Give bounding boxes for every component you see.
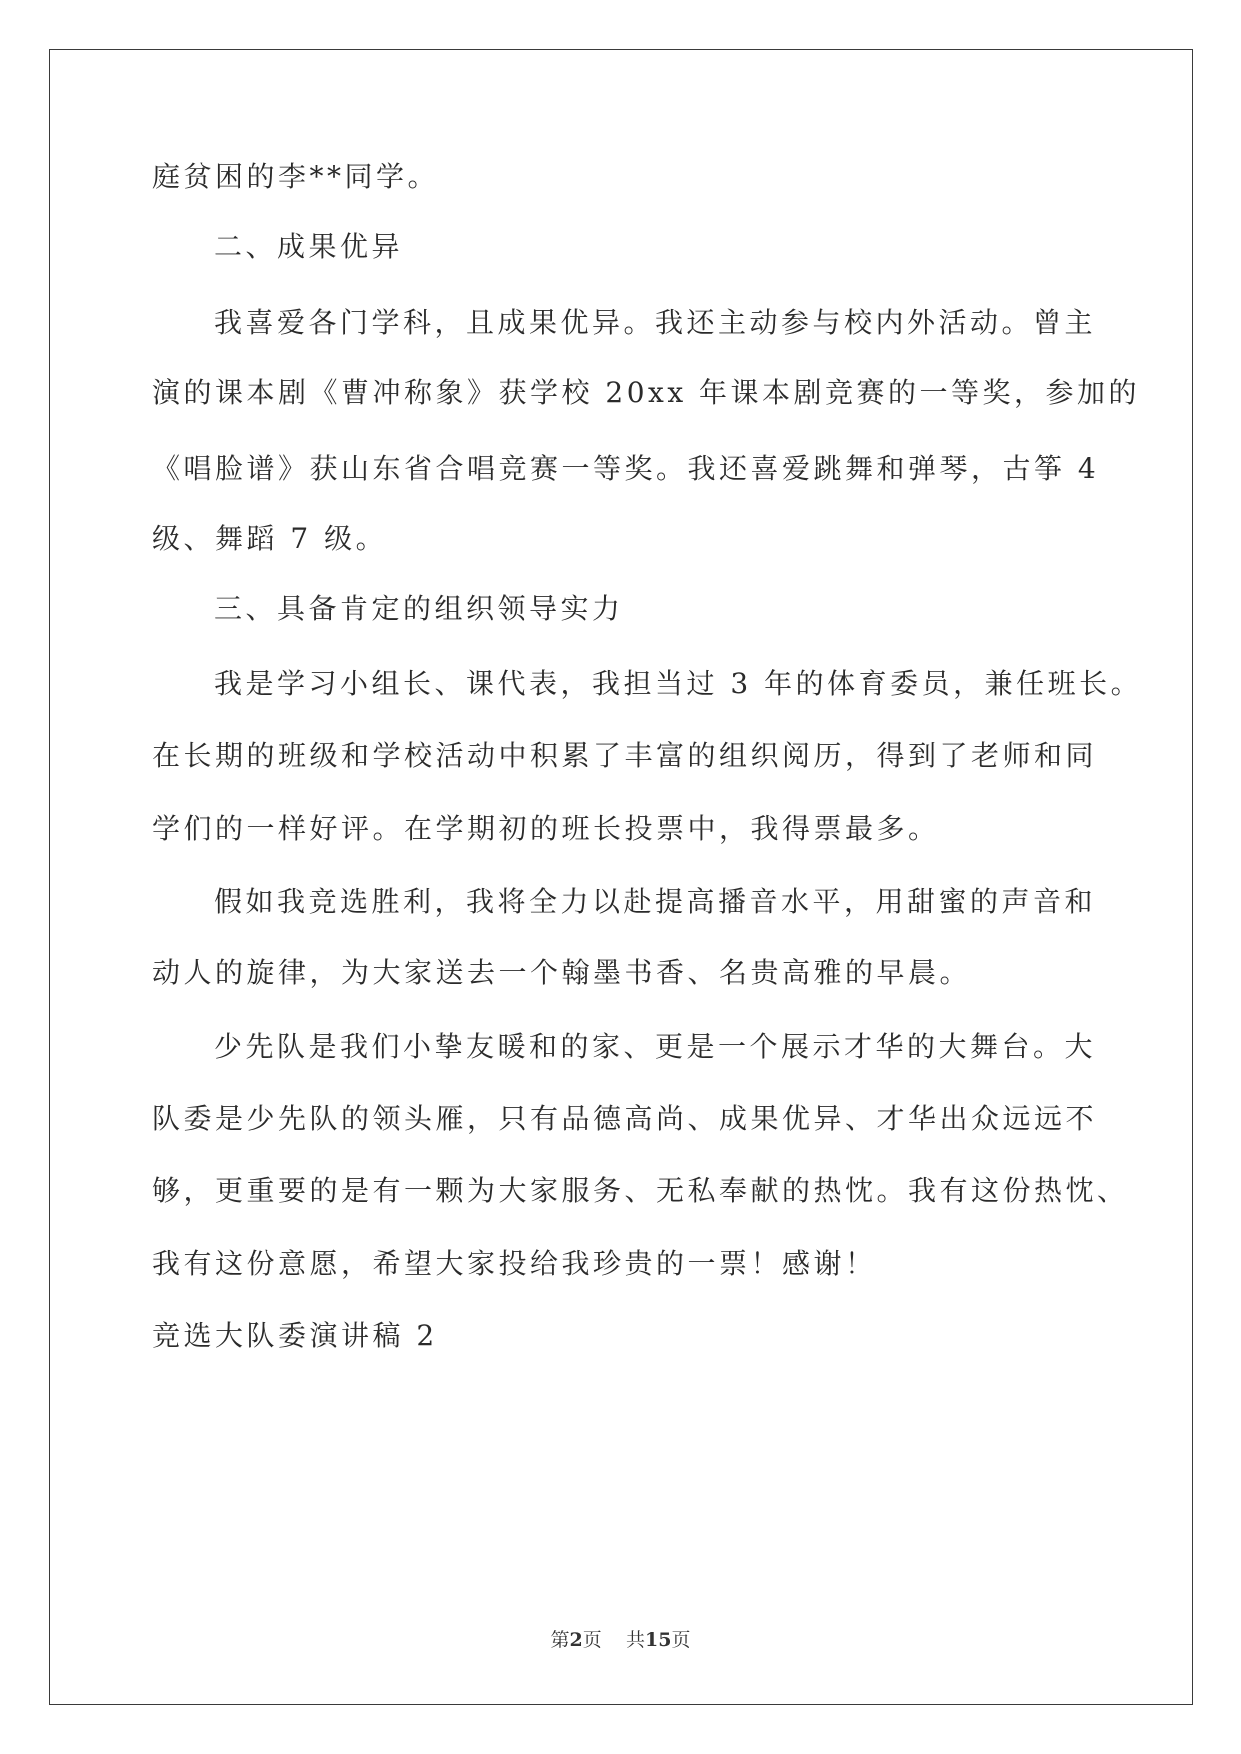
page-footer <box>0 1628 1241 1652</box>
paragraph-line: 少先队是我们小挚友暖和的家、更是一个展示才华的大舞台。大 <box>214 1030 1097 1063</box>
paragraph-line: 够，更重要的是有一颗为大家服务、无私奉献的热忱。我有这份热忱、 <box>152 1174 1129 1207</box>
text-line: 庭贫困的李**同学。 <box>152 160 440 193</box>
footer-total-prefix: 共 <box>625 1629 645 1651</box>
total-pages: 15 <box>644 1629 672 1651</box>
paragraph-line: 队委是少先队的领头雁，只有品德高尚、成果优异、才华出众远远不 <box>152 1102 1098 1135</box>
document-subtitle: 竞选大队委演讲稿 2 <box>152 1319 438 1352</box>
page-number: 2 <box>569 1629 583 1651</box>
paragraph-line: 《唱脸谱》获山东省合唱竞赛一等奖。我还喜爱跳舞和弹琴，古筝 4 <box>152 452 1100 485</box>
footer-page-suffix: 页 <box>582 1629 602 1651</box>
page-border <box>49 49 1193 1705</box>
paragraph-line: 学们的一样好评。在学期初的班长投票中，我得票最多。 <box>152 812 940 845</box>
paragraph-line: 我是学习小组长、课代表，我担当过 3 年的体育委员，兼任班长。 <box>214 667 1143 700</box>
paragraph-line: 假如我竞选胜利，我将全力以赴提高播音水平，用甜蜜的声音和 <box>214 885 1097 918</box>
paragraph-line: 演的课本剧《曹冲称象》获学校 20xx 年课本剧竞赛的一等奖，参加的 <box>152 376 1141 409</box>
section-heading: 三、具备肯定的组织领导实力 <box>214 592 624 625</box>
paragraph-line: 级、舞蹈 7 级。 <box>152 522 388 555</box>
paragraph-line: 在长期的班级和学校活动中积累了丰富的组织阅历，得到了老师和同 <box>152 739 1098 772</box>
footer-total-suffix: 页 <box>671 1629 691 1651</box>
paragraph-line: 动人的旋律，为大家送去一个翰墨书香、名贵高雅的早晨。 <box>152 956 972 989</box>
footer-prefix: 第 <box>550 1629 570 1651</box>
section-heading: 二、成果优异 <box>214 230 404 263</box>
paragraph-line: 我喜爱各门学科，且成果优异。我还主动参与校内外活动。曾主 <box>214 306 1097 339</box>
paragraph-line: 我有这份意愿，希望大家投给我珍贵的一票！感谢！ <box>152 1247 877 1280</box>
